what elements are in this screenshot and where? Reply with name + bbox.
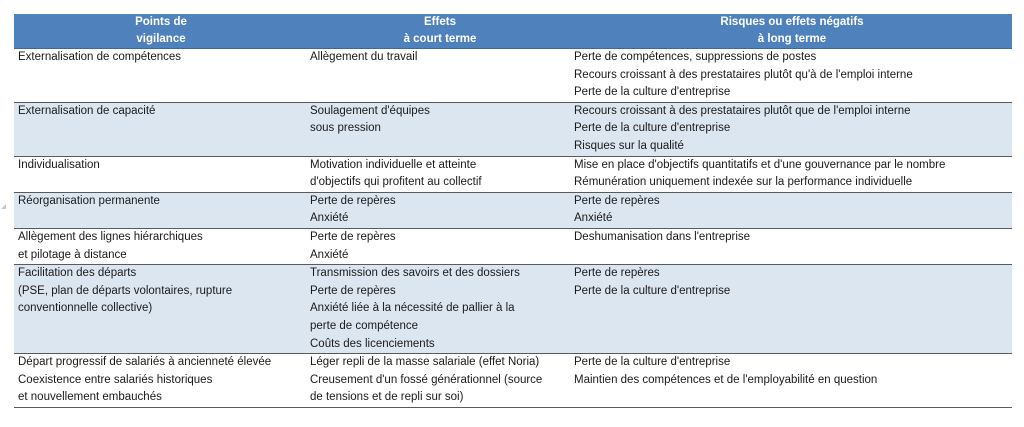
- row-marker-icon: [1, 204, 6, 209]
- cell-point: Réorganisation permanente: [14, 192, 308, 228]
- table-row: [14, 192, 1012, 228]
- header-risques-long-terme: Risques ou effets négatifs à long terme: [572, 14, 1012, 49]
- cell-long-terme: Mise en place d'objectifs quantitatifs et d'une gouvernance par le nombre Rémunération uniquement indexée sur la performance individuelle: [572, 156, 1012, 192]
- cell-point: Départ progressif de salariés à ancienneté élevée Coexistence entre salariés historiques et nouvellement embauchés: [14, 354, 308, 408]
- table-row: [14, 102, 1012, 156]
- cell-long-terme: Recours croissant à des prestataires plutôt que de l'emploi interne Perte de la culture d'entreprise Risques sur la qualité: [572, 102, 1012, 156]
- table-row: [14, 265, 1012, 354]
- table-row: [14, 156, 1012, 192]
- cell-point: Facilitation des départs (PSE, plan de départs volontaires, rupture conventionnelle collective): [14, 265, 308, 354]
- cell-long-terme: Perte de repères Anxiété: [572, 192, 1012, 228]
- cell-point: Externalisation de compétences: [18, 51, 182, 63]
- cell-court-terme: Allègement du travail: [310, 51, 418, 63]
- table-row: [14, 49, 1012, 103]
- cell-court-terme: Motivation individuelle et atteinte d'objectifs qui profitent au collectif: [308, 156, 572, 192]
- cell-court-terme: Soulagement d'équipes sous pression: [308, 102, 572, 156]
- header-effets-court-terme: Effets à court terme: [308, 14, 572, 49]
- cell-long-terme: Perte de repères Perte de la culture d'entreprise: [572, 265, 1012, 354]
- cell-point: Individualisation: [14, 156, 308, 192]
- vigilance-table: [14, 14, 1012, 408]
- cell-long-terme: Perte de compétences, suppressions de postes Recours croissant à des prestataires plutôt qu'à de l'emploi interne Perte de la culture d'entreprise: [574, 51, 913, 99]
- cell-court-terme: Perte de repères Anxiété: [308, 192, 572, 228]
- cell-long-terme: Perte de la culture d'entreprise Maintien des compétences et de l'employabilité en question: [572, 354, 1012, 408]
- table-row: [14, 228, 1012, 264]
- cell-point: Allègement des lignes hiérarchiques et pilotage à distance: [14, 228, 308, 264]
- cell-court-terme: Léger repli de la masse salariale (effet Noria) Creusement d'un fossé générationnel (source de tensions et de repli sur soi): [308, 354, 572, 408]
- cell-point: Externalisation de capacité: [14, 102, 308, 156]
- cell-long-terme: Deshumanisation dans l'entreprise: [572, 228, 1012, 264]
- cell-court-terme: Transmission des savoirs et des dossiers Perte de repères Anxiété liée à la nécessité de pallier à la perte de compétence Coûts des licenciements: [308, 265, 572, 354]
- table-row: [14, 354, 1012, 408]
- header-points-de-vigilance: Points de vigilance: [14, 14, 308, 49]
- table-header-row: [14, 14, 1012, 49]
- cell-court-terme: Perte de repères Anxiété: [308, 228, 572, 264]
